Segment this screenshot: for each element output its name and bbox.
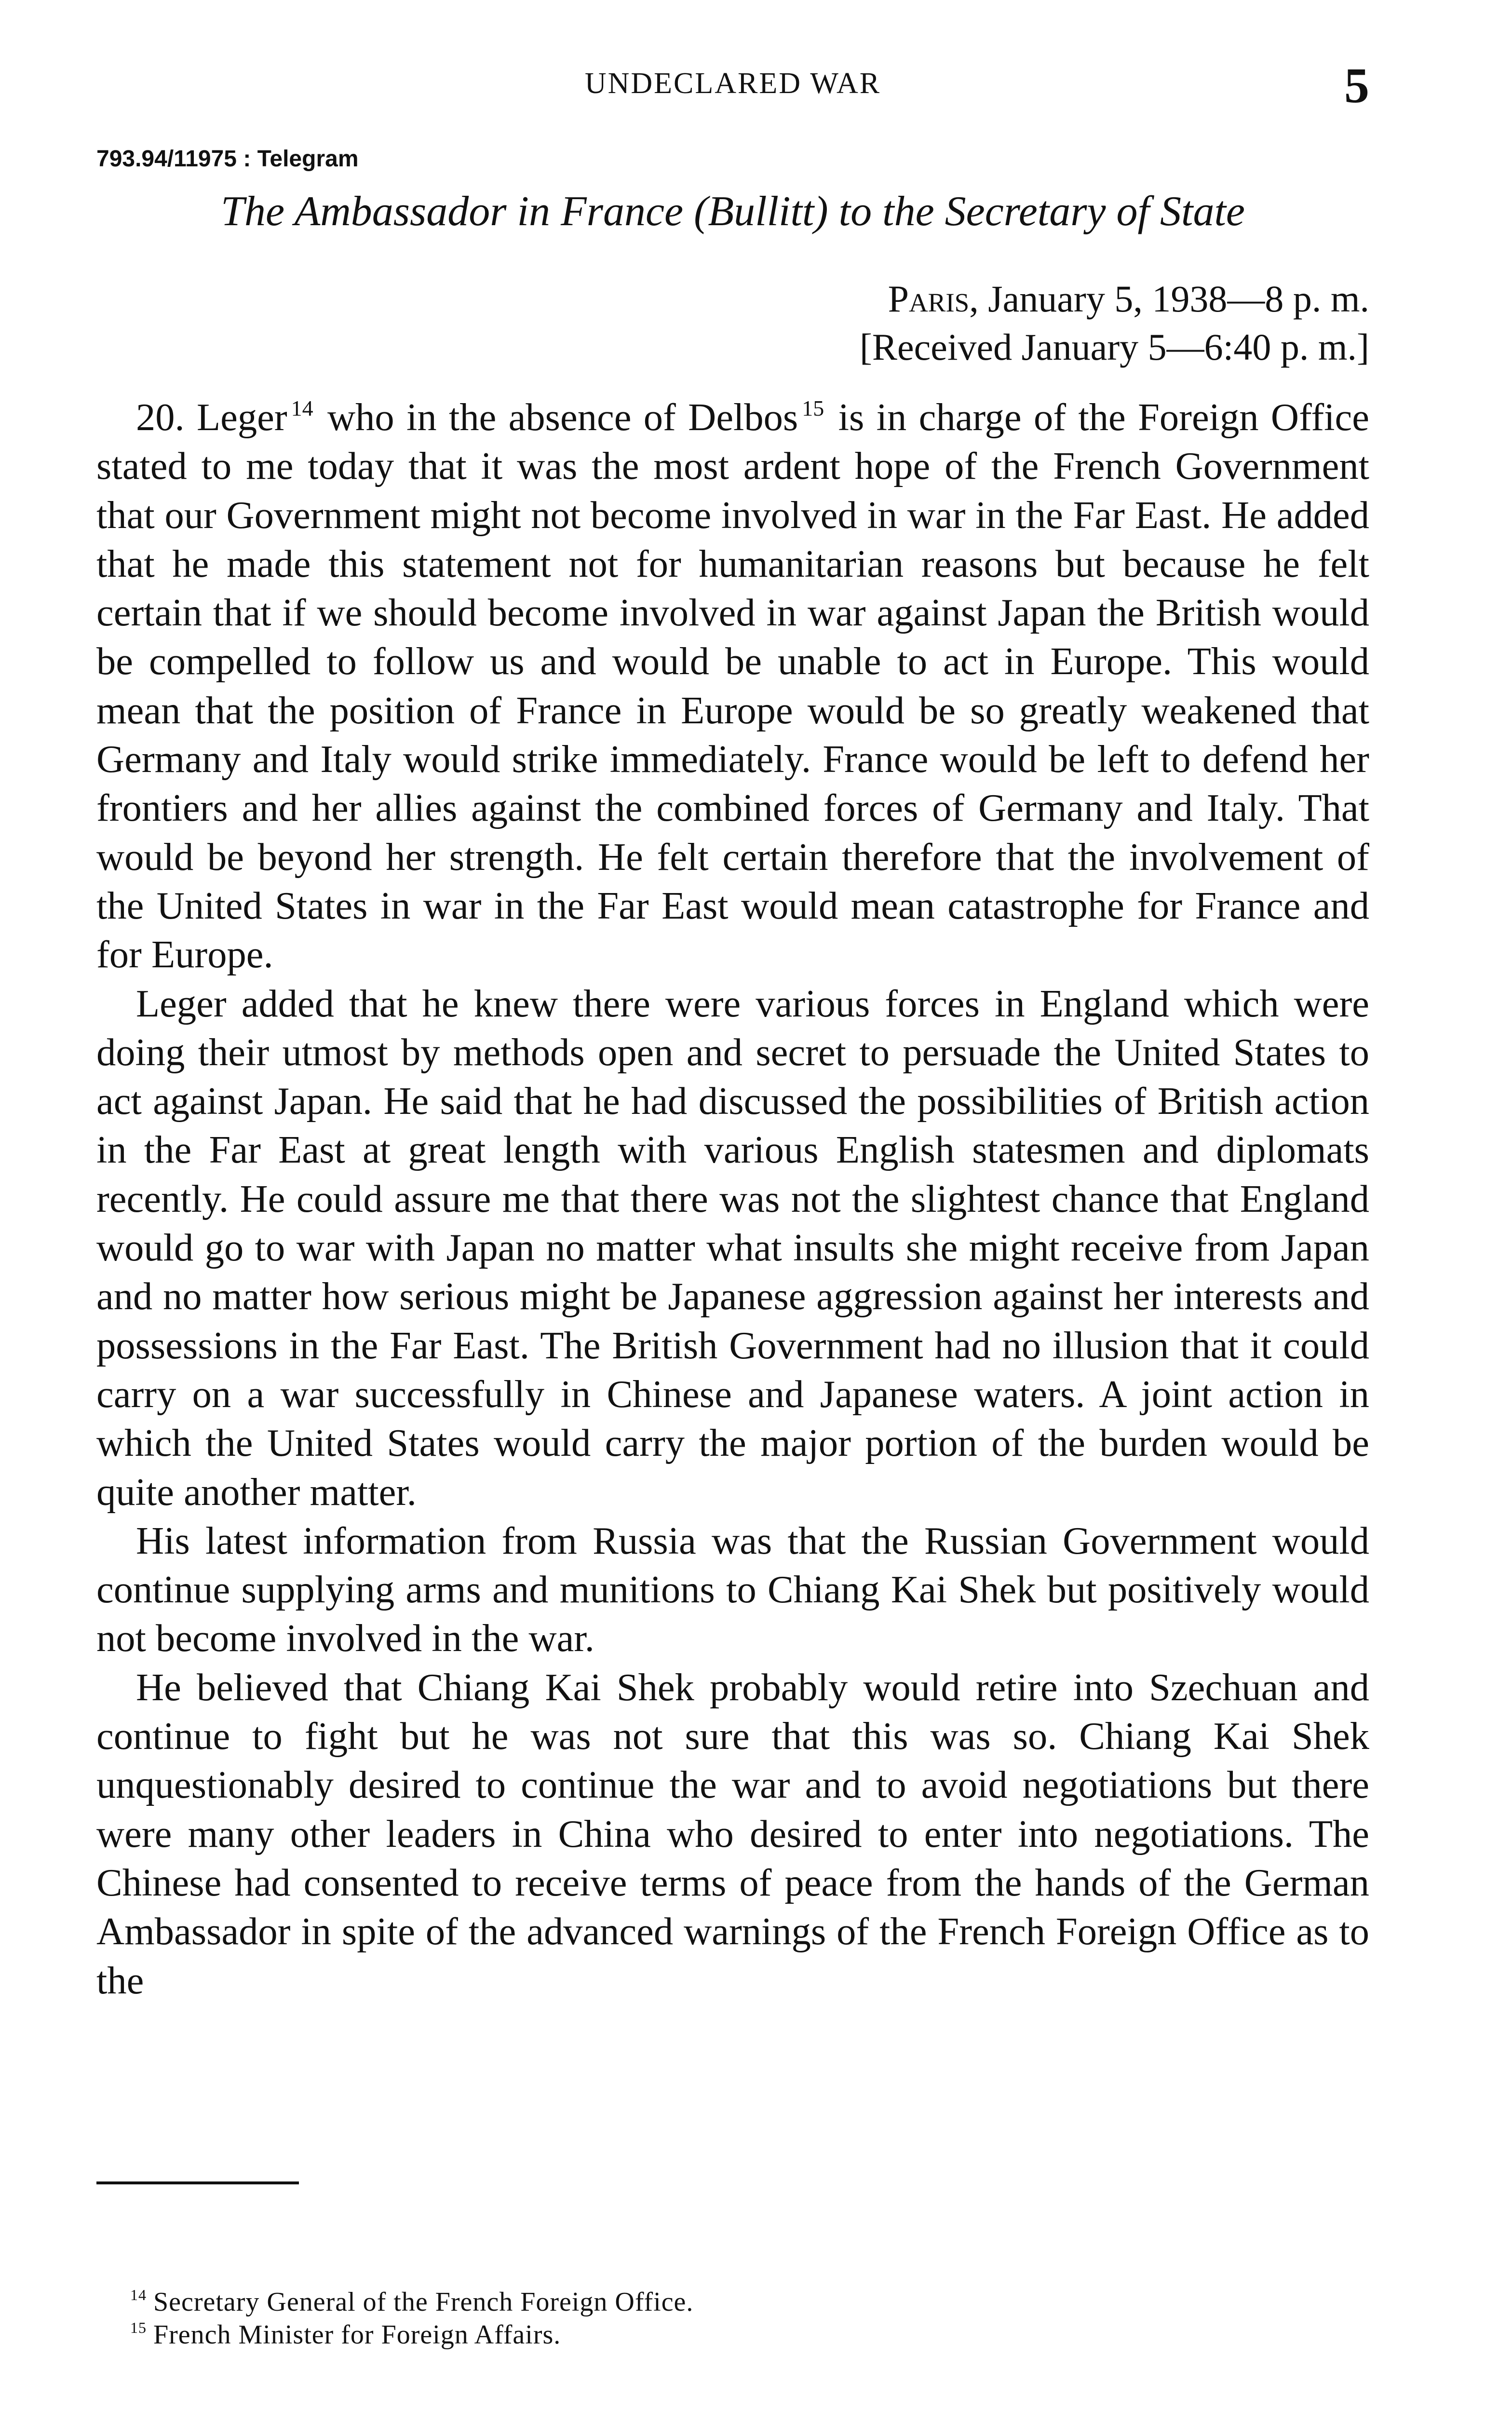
telegram-body (96, 393, 1369, 2005)
running-head (96, 57, 1369, 113)
footnote-ref-14[interactable]: 14 (291, 396, 313, 420)
paragraph-2: Leger added that he knew there were various forces in England which were doing their utmost by methods open and secret to persuade the United States to act against Japan. He said that he had discussed the possibilities of British action in the Far East at great length with various English statesmen and diplomats recently. He could assure me that there was not the slightest chance that England would go to war with Japan no matter what insults she might receive from Japan and no matter how serious might be Japanese aggression against her interests and possessions in the Far East. The British Government had no illusion that it could carry on a war successfully in Chinese and Japanese waters. A joint action in which the United States would carry the major portion of the burden would be quite another matter. (96, 982, 1369, 1514)
paragraph-1 (96, 393, 1369, 979)
footnote-divider (96, 2181, 299, 2184)
paragraph-1-lead: 20. Leger (136, 396, 287, 439)
dateline-sent (860, 275, 1369, 323)
running-title: UNDECLARED WAR (584, 67, 881, 100)
dateline-place: Paris (888, 278, 970, 320)
footnotes (130, 2286, 693, 2351)
footnote-15 (130, 2318, 693, 2351)
file-number: 793.94/11975 : Telegram (96, 146, 359, 172)
paragraph-1-middle: who in the absence of Delbos (327, 396, 798, 439)
dateline-date: , January 5, 1938—8 p. m. (969, 278, 1369, 320)
footnote-number: 15 (130, 2319, 147, 2336)
paragraph-3: His latest information from Russia was that the Russian Government would continue supplying arms and munitions to Chiang Kai Shek but positively would not become involved in the war. (96, 1519, 1369, 1660)
dateline (860, 275, 1369, 371)
footnote-text: Secretary General of the French Foreign Office. (153, 2287, 694, 2317)
footnote-14 (130, 2286, 693, 2318)
paragraph-4: He believed that Chiang Kai Shek probably would retire into Szechuan and continue to fight but he was not sure that this was so. Chiang Kai Shek unquestionably desired to continue the war and to avoid negotiations but there were many other leaders in China who desired to enter into negotiations. The Chinese had consented to receive terms of peace from the hands of the German Ambassador in spite of the advanced warnings of the French Foreign Office as to the (96, 1666, 1369, 2002)
page-number: 5 (1344, 58, 1369, 113)
footnote-ref-15[interactable]: 15 (802, 396, 824, 420)
dateline-received: [Received January 5—6:40 p. m.] (859, 326, 1369, 368)
footnote-text: French Minister for Foreign Affairs. (153, 2320, 561, 2350)
document-heading: The Ambassador in France (Bullitt) to the Secretary of State (221, 188, 1245, 235)
footnote-number: 14 (130, 2286, 147, 2303)
paragraph-1-text: is in charge of the Foreign Office stated to me today that it was the most ardent hope of the French Government that our Government might not become involved in war in the Far East. He added that he made this statement not for humanitarian reasons but because he felt certain that if we should become involved in war against Japan the British would be compelled to follow us and would be unable to act in Europe. This would mean that the position of France in Europe would be so greatly weakened that Germany and Italy would strike immediately. France would be left to defend her frontiers and her allies against the combined forces of Germany and Italy. That would be beyond her strength. He felt certain therefore that the involvement of the United States in war in the Far East would mean catastrophe for France and for Europe. (96, 396, 1370, 976)
